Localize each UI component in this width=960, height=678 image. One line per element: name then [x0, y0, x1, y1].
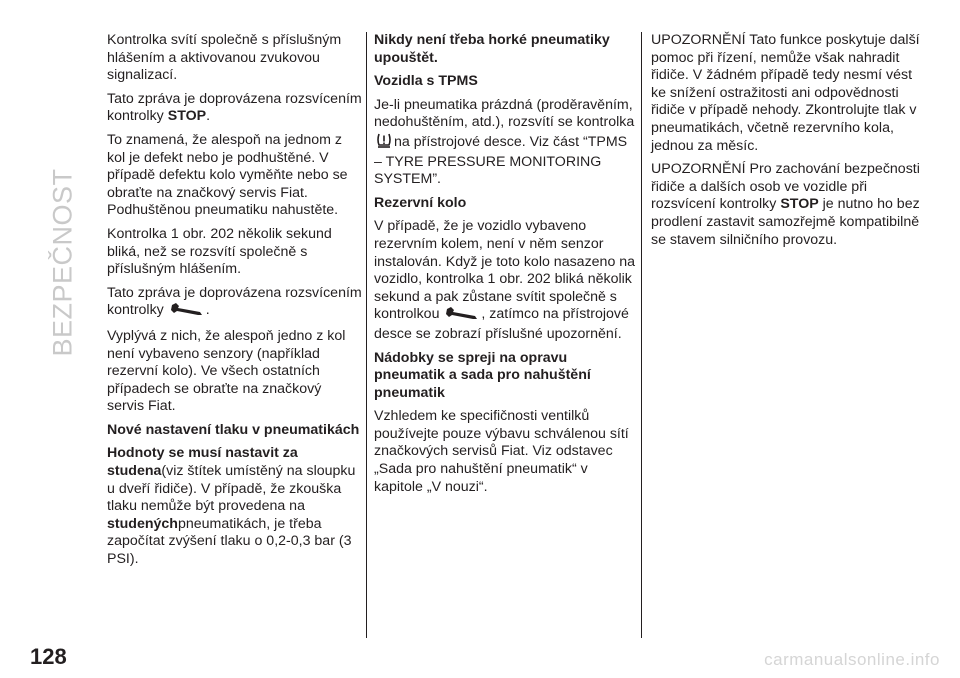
heading: Rezervní kolo: [374, 194, 467, 211]
section-title-text: BEZPEČNOST: [47, 167, 78, 357]
paragraph: Je-li pneumatika prázdná (proděravěním, nedohuštěním, atd.), rozsvítí se kontrolka na přístrojové desce. Viz část “TPMS – TYRE PRESSURE MONITORING SYSTEM”.: [374, 96, 635, 188]
column-divider-2: [641, 32, 642, 638]
page-number: 128: [30, 644, 67, 669]
warning-paragraph: UPOZORNĚNÍ Pro zachování bezpečnosti řidiče a dalších osob ve vozidle při rozsvícení kontrolky STOP je nutno ho bez prodlení zastavit samozřejmě kompatibilně se stavem silničního provozu.: [651, 161, 920, 248]
paragraph: To znamená, že alespoň na jednom z kol je defekt nebo je podhuštěné. V případě defektu kolo vyměňte nebo se obraťte na značkový servis Fiat. Podhuštěnou pneumatiku nahustěte.: [107, 131, 348, 219]
heading: Nové nastavení tlaku v pneumatikách: [107, 421, 360, 438]
column-divider-1: [366, 32, 367, 638]
column-3: [651, 32, 921, 255]
wrench-icon: [170, 302, 204, 322]
section-title: [47, 167, 78, 357]
paragraph: V případě, že je vozidlo vybaveno rezervním kolem, není v něm senzor instalován. Když je toto kolo nasazeno na vozidlo, kontrolka 1 obr. 202 bliká několik sekund a pak zůstane svítit společně s kontrolkou , zatímco na přístrojové desce se zobrazí příslušné upozornění.: [374, 218, 636, 342]
tpms-warning-icon: [376, 132, 392, 154]
wrench-icon: [445, 306, 479, 326]
heading: Nikdy není třeba horké pneumatiky upouštět.: [374, 32, 610, 66]
paragraph: Kontrolka 1 obr. 202 několik sekund bliká, než se rozsvítí společně s příslušným hlášením.: [107, 225, 332, 278]
paragraph: Vzhledem ke specifičnosti ventilků používejte pouze výbavu schválenou sítí značkových servisů Fiat. Viz odstavec „Sada pro nahuštění pneumatik“ v kapitole „V nouzi“.: [374, 408, 629, 495]
heading: Nádobky se spreji na opravu pneumatik a sada pro nahuštění pneumatik: [374, 349, 591, 401]
paragraph: Tato zpráva je doprovázena rozsvícením kontrolky .: [107, 285, 362, 322]
column-1: [107, 32, 362, 575]
paragraph: Kontrolka svítí společně s příslušným hlášením a aktivovanou zvukovou signalizací.: [107, 32, 342, 84]
paragraph: Hodnoty se musí nastavit za studena(viz štítek umístěný na sloupku u dveří řidiče). V případě, že zkouška tlaku nemůže být provedena na studenýchpneumatikách, je třeba započítat zvýšení tlaku o 0,2-0,3 bar (3 PSI).: [107, 445, 356, 568]
watermark: carmanualsonline.info: [764, 650, 940, 669]
column-2: [374, 32, 636, 502]
paragraph: Tato zpráva je doprovázena rozsvícením kontrolky STOP.: [107, 90, 362, 125]
paragraph: Vyplývá z nich, že alespoň jedno z kol není vybaveno senzory (například rezervní kolo). Ve všech ostatních případech se obraťte na značkový servis Fiat.: [107, 327, 346, 415]
heading: Vozidla s TPMS: [374, 73, 478, 90]
warning-paragraph: UPOZORNĚNÍ Tato funkce poskytuje další pomoc při řízení, nemůže však nahradit řidiče. V žádném případě tedy nesmí vést ke snížení ostražitosti ani odpovědnosti řidiče v případě nehody. Zkontrolujte tlak v pneumatikách, včetně rezervního kola, jednou za měsíc.: [651, 32, 920, 154]
